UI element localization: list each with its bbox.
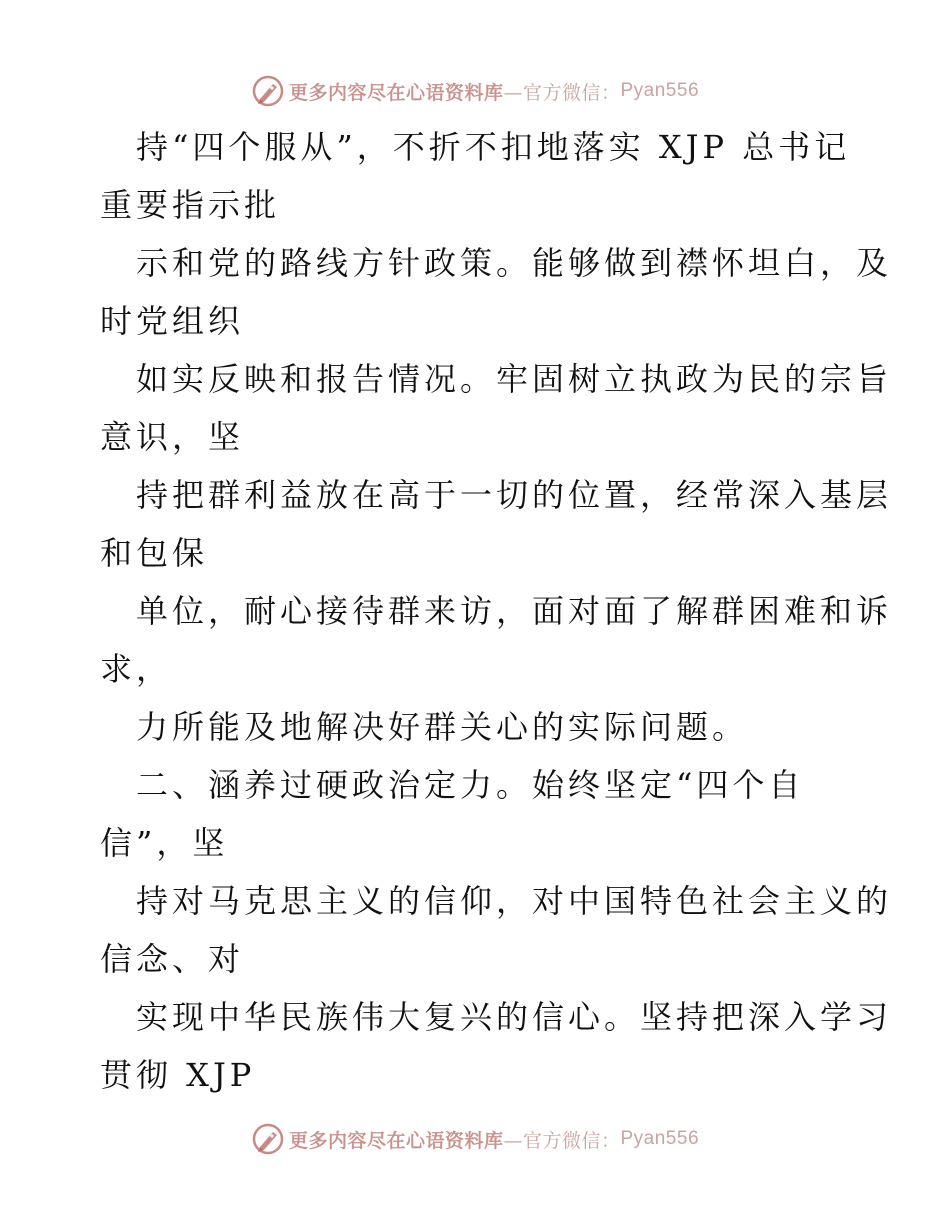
text-line: 贯彻 XJP <box>100 1056 256 1094</box>
text-line: 意识，坚 <box>100 418 245 456</box>
text-line: 信念、对 <box>100 940 245 978</box>
text-line: 力所能及地解决好群关心的实际问题。 <box>136 708 749 746</box>
watermark-footer <box>0 1119 950 1159</box>
pen-logo-icon <box>251 1122 285 1156</box>
watermark-brand: 更多内容尽在心语资料库 <box>288 81 504 104</box>
watermark-label: —官方微信： <box>503 81 621 104</box>
text-line: 信”，坚 <box>100 824 229 862</box>
watermark-wechat-id: Pyan556 <box>620 1128 700 1149</box>
text-line: 如实反映和报告情况。牢固树立执政为民的宗旨 <box>136 360 893 398</box>
pen-logo-icon <box>251 74 285 108</box>
text-line: 二、涵养过硬政治定力。始终坚定“四个自 <box>136 766 805 804</box>
text-line: 求， <box>100 650 173 688</box>
watermark-header <box>0 71 950 111</box>
text-line: 和包保 <box>100 534 209 572</box>
text-line: 单位，耐心接待群来访，面对面了解群困难和诉 <box>136 592 893 630</box>
text-line: 重要指示批 <box>100 186 281 224</box>
text-line: 实现中华民族伟大复兴的信心。坚持把深入学习 <box>136 998 893 1036</box>
text-line: 时党组织 <box>100 302 245 340</box>
text-line: 示和党的路线方针政策。能够做到襟怀坦白，及 <box>136 244 893 282</box>
text-line: 持把群利益放在高于一切的位置，经常深入基层 <box>136 476 893 514</box>
text-line: 持对马克思主义的信仰，对中国特色社会主义的 <box>136 882 893 920</box>
text-line: 持“四个服从”，不折不扣地落实 XJP 总书记 <box>136 128 851 166</box>
watermark-label: —官方微信： <box>503 1129 621 1152</box>
watermark-wechat-id: Pyan556 <box>620 80 700 101</box>
watermark-brand: 更多内容尽在心语资料库 <box>288 1129 504 1152</box>
document-body <box>100 118 893 1104</box>
